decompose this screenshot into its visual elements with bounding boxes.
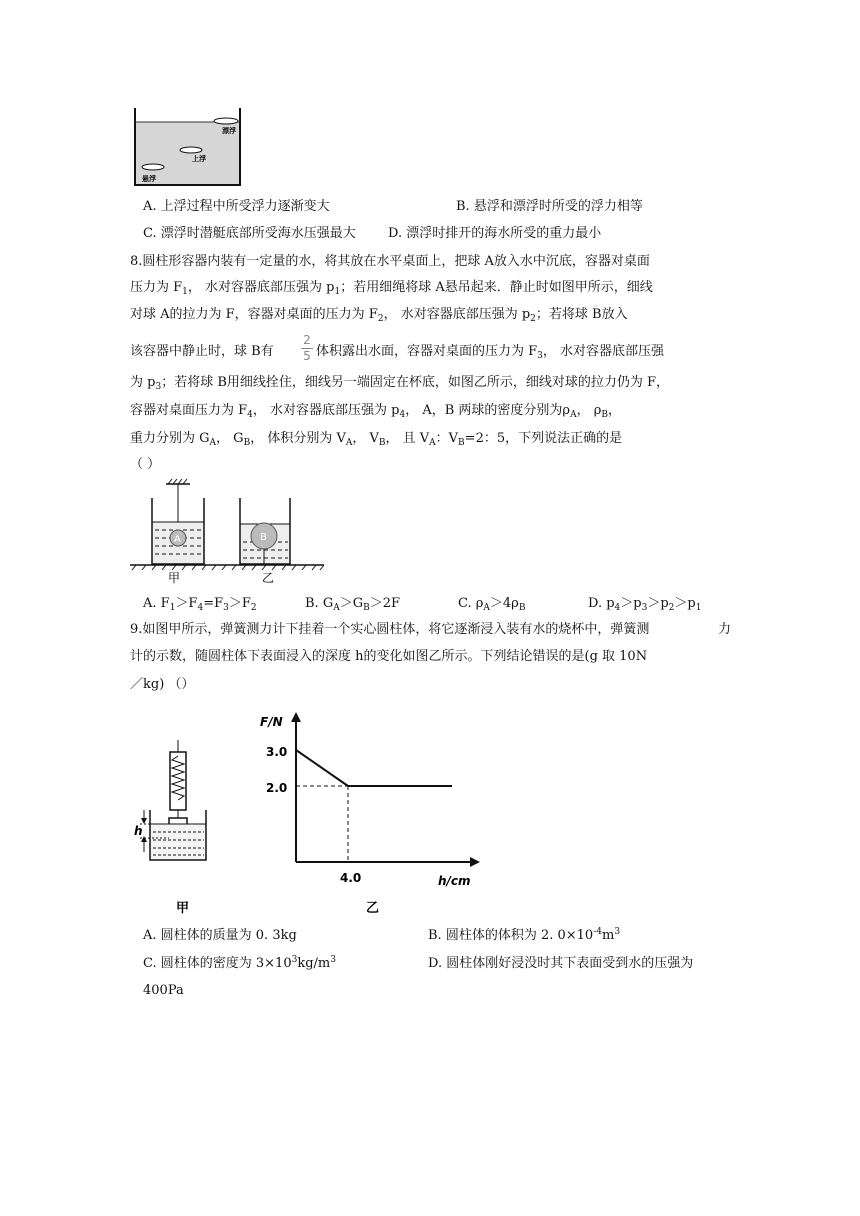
- ball-b-label: B: [260, 532, 267, 543]
- submarine-figure: [130, 104, 245, 188]
- q8-figure: [128, 478, 328, 586]
- q8-line-5: 为 $p_3$；若将球 B用细线拴住，细线另一端固定在杯底，如图乙所示，细线对球的拉力仍为 F，: [130, 375, 670, 392]
- q9-option-d: D. 圆柱体刚好浸没时其下表面受到水的压强为: [428, 956, 694, 971]
- q8-line-6: 容器对桌面压力为 $F_4$， 水对容器底部压强为 $p_4$， A，B 两球的密度分别为$\rho_A$， $\rho_B$，: [130, 403, 621, 420]
- x-axis-arrow: [470, 857, 480, 867]
- q9-option-a: A. 圆柱体的质量为 0. 3kg: [143, 928, 297, 943]
- x-axis-label: h/cm: [438, 874, 471, 888]
- q9-line-2: 计的示数，随圆柱体下表面浸入的深度 h的变化如图乙所示。下列结论错误的是(g 取 10N: [130, 649, 648, 664]
- q9-option-d-continued: 400Pa: [143, 983, 184, 998]
- spring-balance-figure: [128, 706, 212, 922]
- fraction-denominator: 5: [303, 349, 311, 363]
- label-jia: 甲: [168, 571, 181, 585]
- label-suspended: 悬浮: [142, 175, 156, 183]
- spring-balance-body: [170, 752, 186, 810]
- q8-option-b: B. $G_A>G_B>2F$: [305, 596, 401, 613]
- label-yi: 乙: [262, 571, 275, 585]
- label-jia-q9: 甲: [176, 901, 190, 916]
- fraction-two-fifths: [301, 334, 313, 363]
- x-tick-label-4: 4.0: [340, 871, 362, 885]
- submarine-suspended: [142, 164, 164, 170]
- y-tick-label-2: 2.0: [266, 781, 288, 795]
- q8-line-2: 压力为 $F_1$， 水对容器底部压强为 $p_1$；若用细绳将球 A悬吊起来．静止时如图甲所示，细线: [130, 280, 653, 297]
- y-axis-arrow: [291, 712, 301, 722]
- label-floating: 漂浮: [222, 127, 236, 135]
- q8-option-a: A. $F_1>F_4=F_3>F_2$: [143, 596, 257, 613]
- label-rising: 上浮: [192, 155, 206, 163]
- q7-option-a: A. 上浮过程中所受浮力逐渐变大: [143, 199, 330, 214]
- q7-option-c: C. 漂浮时潜艇底部所受海水压强最大: [143, 226, 356, 241]
- q8-line-1: 8.圆柱形容器内装有一定量的水，将其放在水平桌面上，把球 A放入水中沉底，容器对桌面: [130, 254, 650, 269]
- q8-answer-bracket: （ ）: [130, 457, 161, 472]
- q8-line-4-a: 该容器中静止时，球 B有: [130, 344, 274, 359]
- q8-line-4-b: 体积露出水面，容器对桌面的压力为 $F_3$， 水对容器底部压强: [316, 344, 665, 361]
- y-axis-label: F/N: [260, 715, 283, 729]
- q9-line-1-end: 力: [718, 622, 732, 637]
- q7-option-b: B. 悬浮和漂浮时所受的浮力相等: [456, 199, 643, 214]
- label-yi-q9: 乙: [366, 901, 380, 916]
- q9-line-3: ／kg) （）: [130, 677, 195, 692]
- q8-option-c: C. $\rho_A>4\rho_B$: [458, 596, 526, 613]
- q8-option-d: D. $p_4>p_3>p_2>p_1$: [588, 596, 702, 613]
- line-segment-1: [296, 750, 348, 786]
- q7-option-d: D. 漂浮时排开的海水所受的重力最小: [388, 226, 602, 241]
- q9-line-1: 9.如图甲所示，弹簧测力计下挂着一个实心圆柱体，将它逐渐浸入装有水的烧杯中，弹簧测: [130, 622, 650, 637]
- q9-option-b: B. 圆柱体的体积为 2. $0\times 10^{-4}m^3$: [428, 927, 621, 943]
- y-tick-label-3: 3.0: [266, 745, 288, 759]
- fraction-numerator: 2: [303, 333, 311, 347]
- force-depth-chart: [250, 706, 490, 922]
- depth-label-h: h: [134, 824, 143, 838]
- ball-a-label: A: [174, 534, 181, 545]
- submarine-rising: [180, 147, 202, 153]
- q9-option-c: C. 圆柱体的密度为 $3\times 10^3kg/m^3$: [143, 955, 336, 971]
- q8-line-3: 对球 A的拉力为 F，容器对桌面的压力为 $F_2$， 水对容器底部压强为 $p_2$；若将球 B放入: [130, 307, 628, 324]
- q8-line-7: 重力分别为 $G_A$， $G_B$， 体积分别为 $V_A$， $V_B$， 且 $V_A$：$V_B=2$：5，下列说法正确的是: [130, 431, 623, 448]
- submarine-floating: [214, 118, 238, 124]
